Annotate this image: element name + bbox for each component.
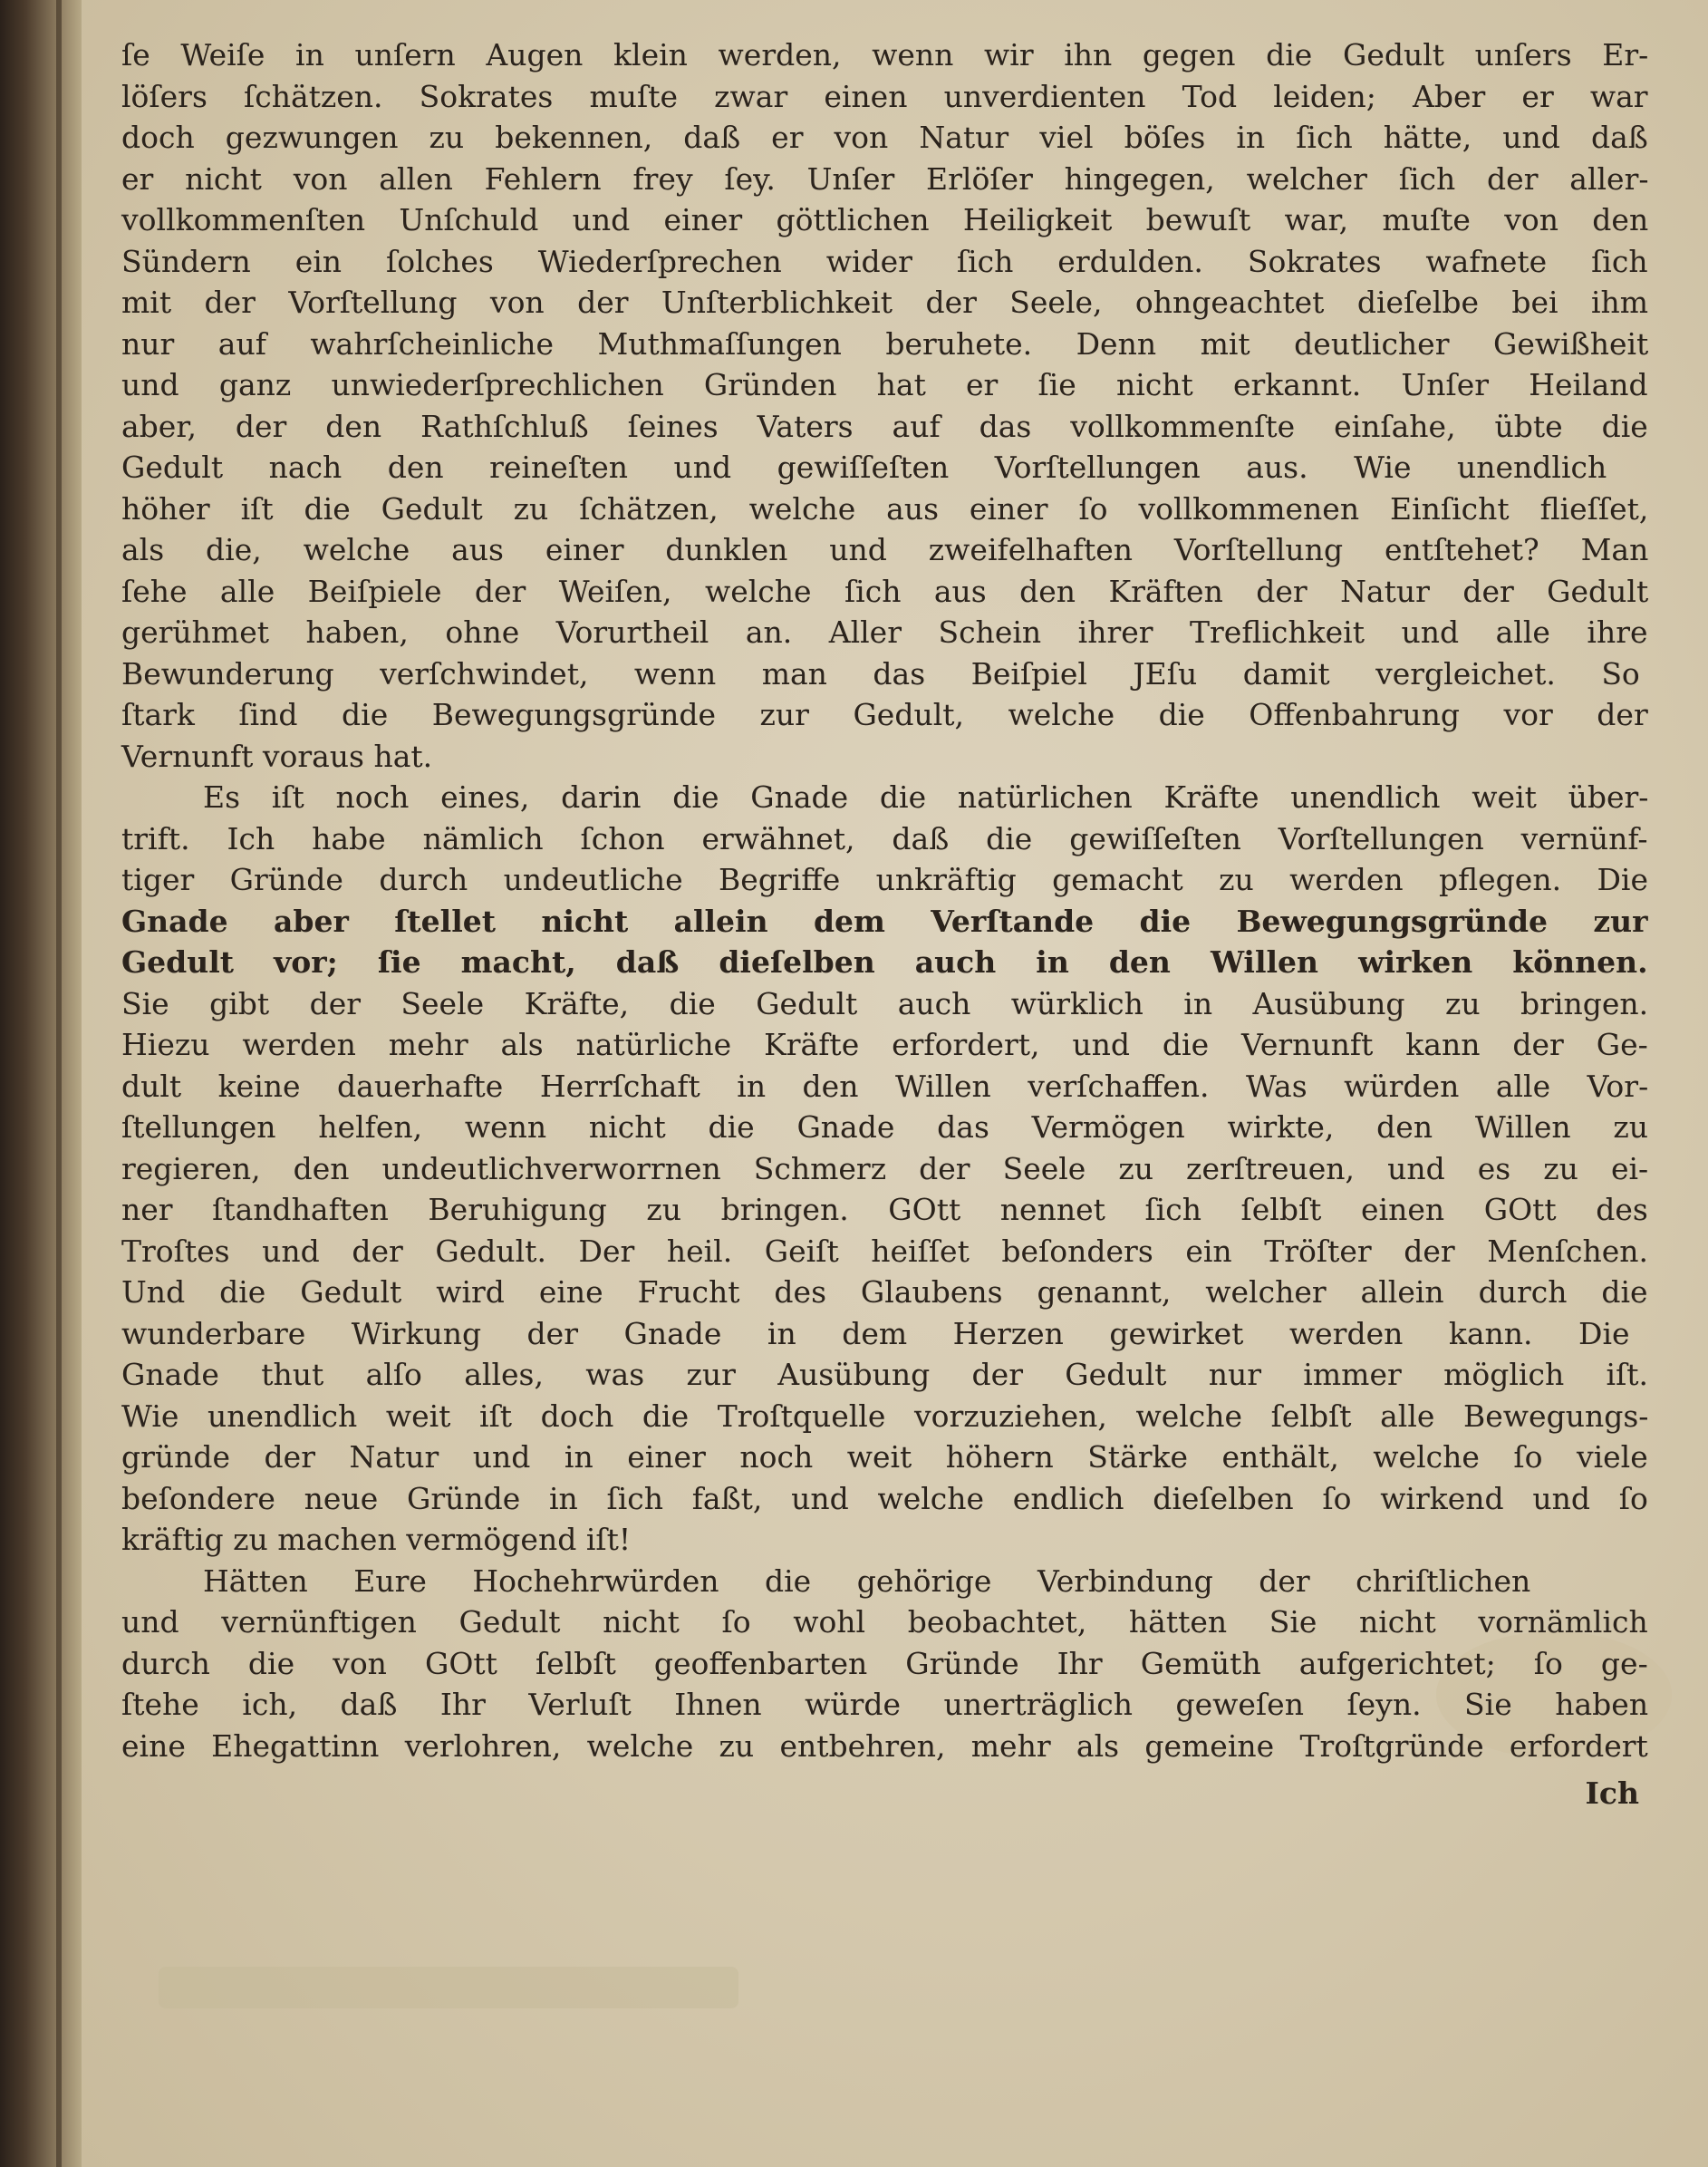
text-line: ner ſtandhaften Beruhigung zu bringen. GOtt nennet ſich ſelbſt einen GOtt des — [121, 1192, 1648, 1227]
text-line: Sie gibt der Seele Kräfte, die Gedult auch würklich in Ausübung zu bringen. — [121, 985, 1649, 1021]
paragraph-start-line: Hätten Eure Hochehrwürden die gehörige Verbindung der chriſtlichen — [203, 1562, 1531, 1599]
text-line: ſtark ſind die Bewegungsgründe zur Gedult, welche die Offenbahrung vor der — [121, 697, 1648, 732]
text-line: dult keine dauerhafte Herrſchaft in den Willen verſchaffen. Was würden alle Vor- — [121, 1068, 1649, 1104]
text-line: ſtehe ich, daß Ihr Verluſt Ihnen würde unerträglich geweſen ſeyn. Sie haben — [121, 1687, 1649, 1722]
text-line: höher iſt die Gedult zu ſchätzen, welche aus einer ſo vollkommenen Einſicht flieſſet, — [121, 490, 1649, 527]
emphasized-line: Gnade aber ſtellet nicht allein dem Verſtande die Bewegungsgründe zur — [121, 903, 1648, 939]
text-line: beſondere neue Gründe in ſich faßt, und welche endlich dieſelben ſo wirkend und ſo — [121, 1480, 1648, 1516]
book-gutter — [0, 0, 82, 2167]
text-line: und ganz unwiederſprechlichen Gründen hat er ſie nicht erkannt. Unſer Heiland — [121, 367, 1648, 402]
text-line: er nicht von allen Fehlern frey ſey. Unſer Erlöſer hingegen, welcher ſich der aller- — [121, 160, 1649, 197]
bleed-through-stain — [159, 1967, 738, 2008]
text-line: Bewunderung verſchwindet, wenn man das Beiſpiel JEſu damit vergleichet. So — [121, 655, 1640, 692]
emphasized-line: Gedult vor; ſie macht, daß dieſelben auch in den Willen wirken können. — [121, 944, 1648, 980]
text-line: gründe der Natur und in einer noch weit höhern Stärke enthält, welche ſo viele — [121, 1439, 1648, 1475]
text-line: durch die von GOtt ſelbſt geoffenbarten Gründe Ihr Gemüth aufgerichtet; ſo ge- — [121, 1645, 1648, 1681]
text-line: Vernunft voraus hat. — [121, 738, 433, 774]
page-paper — [82, 0, 1708, 2167]
text-line: aber, der den Rathſchluß ſeines Vaters auf das vollkommenſte einſahe, übte die — [121, 408, 1648, 444]
paragraph-start-line: Es iſt noch eines, darin die Gnade die natürlichen Kräfte unendlich weit über- — [203, 779, 1649, 815]
text-line: trift. Ich habe nämlich ſchon erwähnet, daß die gewiſſeſten Vorſtellungen vernünf- — [121, 820, 1648, 856]
body-text — [121, 34, 1648, 1821]
text-line: Troſtes und der Gedult. Der heil. Geiſt heiſſet beſonders ein Tröſter der Menſchen. — [121, 1233, 1649, 1269]
text-line: Sündern ein ſolches Wiederſprechen wider ſich erdulden. Sokrates wafnete ſich — [121, 243, 1648, 279]
text-line: nur auf wahrſcheinliche Muthmaſſungen beruhete. Denn mit deutlicher Gewißheit — [121, 325, 1649, 362]
text-line: wunderbare Wirkung der Gnade in dem Herzen gewirket werden kann. Die — [121, 1315, 1630, 1351]
text-line: Und die Gedult wird eine Frucht des Glaubens genannt, welcher allein durch die — [121, 1274, 1648, 1310]
text-line: tiger Gründe durch undeutliche Begriffe unkräftig gemacht zu werden pflegen. Die — [121, 862, 1649, 897]
text-line: ſehe alle Beiſpiele der Weiſen, welche ſich aus den Kräften der Natur der Gedult — [121, 573, 1649, 609]
text-line: ſtellungen helfen, wenn nicht die Gnade das Vermögen wirkte, den Willen zu — [121, 1109, 1649, 1145]
catchword: Ich — [1585, 1775, 1639, 1811]
text-line: Wie unendlich weit iſt doch die Troſtquelle vorzuziehen, welche ſelbſt alle Bewegungs- — [121, 1398, 1649, 1434]
text-line: eine Ehegattinn verlohren, welche zu entbehren, mehr als gemeine Troſtgründe erfordert — [121, 1727, 1648, 1764]
text-line: Hiezu werden mehr als natürliche Kräfte erfordert, und die Vernunft kann der Ge- — [121, 1027, 1648, 1062]
text-line: Gnade thut alſo alles, was zur Ausübung der Gedult nur immer möglich iſt. — [121, 1357, 1649, 1392]
text-line: ſe Weiſe in unſern Augen klein werden, wenn wir ihn gegen die Gedult unſers Er- — [121, 37, 1649, 73]
text-line: und vernünftigen Gedult nicht ſo wohl beobachtet, hätten Sie nicht vornämlich — [121, 1604, 1648, 1640]
text-line: vollkommenſten Unſchuld und einer göttlichen Heiligkeit bewuſt war, muſte von den — [121, 202, 1649, 237]
text-line: löſers ſchätzen. Sokrates muſte zwar einen unverdienten Tod leiden; Aber er war — [121, 78, 1648, 114]
text-line: doch gezwungen zu bekennen, daß er von Natur viel böſes in ſich hätte, und daß — [121, 120, 1648, 155]
text-line: als die, welche aus einer dunklen und zweifelhaften Vorſtellung entſtehet? Man — [121, 532, 1649, 567]
text-line: mit der Vorſtellung von der Unſterblichkeit der Seele, ohngeachtet dieſelbe bei ihm — [121, 285, 1649, 320]
text-line: gerühmet haben, ohne Vorurtheil an. Aller Schein ihrer Treflichkeit und alle ihre — [121, 614, 1648, 650]
text-line: kräftig zu machen vermögend iſt! — [121, 1522, 632, 1557]
text-line: regieren, den undeutlichverworrnen Schmerz der Seele zu zerſtreuen, und es zu ei- — [121, 1150, 1649, 1186]
text-line: Gedult nach den reineſten und gewiſſeſten Vorſtellungen aus. Wie unendlich — [121, 450, 1607, 485]
previous-page-edge — [56, 0, 62, 2167]
